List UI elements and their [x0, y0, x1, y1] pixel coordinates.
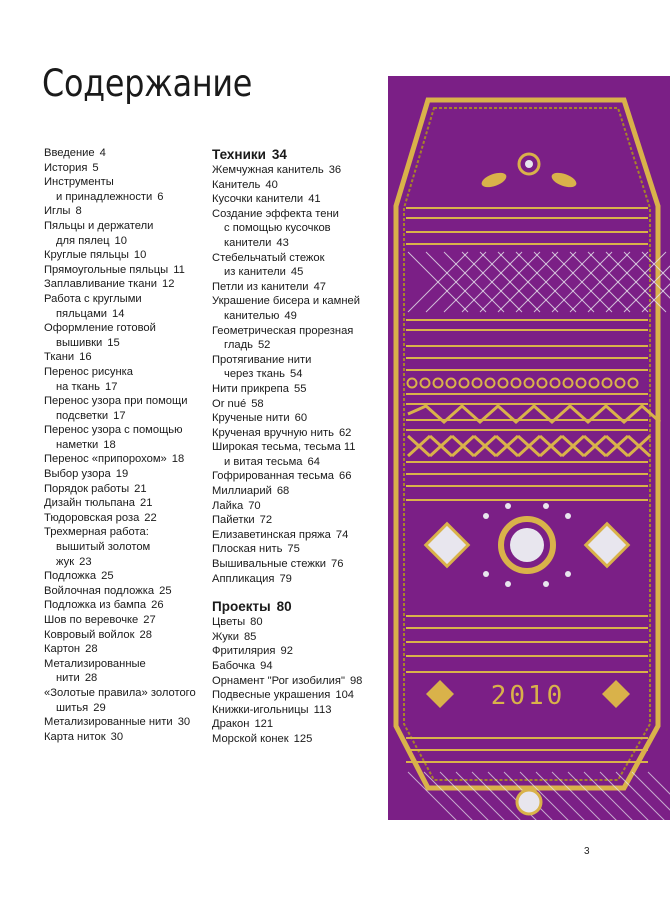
small-stone — [565, 571, 571, 577]
toc-entry-text: Трехмерная работа: — [44, 526, 149, 539]
toc-entry — [44, 204, 202, 219]
toc-entry-text: Елизаветинская пряжа 74 — [212, 528, 349, 541]
toc-entry-text: Ковровый войлок 28 — [44, 628, 152, 641]
toc-entry — [212, 557, 377, 572]
toc-entry — [44, 248, 202, 263]
toc-entry-text: Прямоугольные пяльцы 11 — [44, 263, 185, 276]
toc-page-number: 36 — [328, 164, 342, 176]
toc-page-number: 52 — [257, 339, 271, 352]
chain-link — [590, 379, 599, 388]
toc-page-number: 85 — [243, 630, 257, 643]
chain-link — [538, 379, 547, 388]
diamond-motif — [426, 680, 454, 708]
toc-entry-text: Лайка 70 — [212, 499, 261, 512]
toc-entry-text: для пялец — [56, 234, 110, 247]
leaf — [480, 170, 509, 190]
toc-page-number: 40 — [265, 178, 278, 191]
chain-link — [603, 379, 612, 388]
chain-link — [629, 379, 638, 388]
toc-entry — [212, 688, 377, 703]
toc-entry — [44, 263, 202, 278]
toc-entry-text: подсветки — [56, 409, 109, 422]
toc-entry — [212, 382, 377, 397]
silver-lattice — [624, 252, 670, 312]
small-stone — [505, 581, 511, 587]
toc-page-number: 58 — [251, 397, 264, 410]
toc-page-number: 41 — [308, 193, 321, 206]
diamond-motif — [602, 680, 630, 708]
toc-page-number: 43 — [276, 236, 289, 249]
toc-page-number: 4 — [99, 147, 106, 159]
toc-entry-text: Бабочка 94 — [212, 660, 273, 672]
toc-page-number: 49 — [284, 309, 297, 322]
toc-page-number: 98 — [349, 674, 363, 687]
toc-entry — [44, 292, 202, 321]
toc-entry — [212, 674, 377, 689]
toc-entry-text: Войлочная подложка 25 — [44, 584, 172, 597]
toc-entry-text: Шов по веревочке 27 — [44, 614, 156, 626]
toc-entry-text: Крученая вручную нить 62 — [212, 426, 352, 439]
toc-entry-text: вышивки — [56, 336, 103, 349]
toc-entry-text: канителью — [224, 309, 280, 322]
toc-page-number: 121 — [254, 718, 274, 731]
bottom-flower — [517, 790, 541, 814]
toc-entry — [212, 397, 377, 412]
chain-link — [551, 379, 560, 388]
toc-page-number: 80 — [250, 616, 263, 629]
toc-entry — [44, 161, 202, 176]
toc-entry-text: из канители — [224, 266, 286, 279]
toc-entry-text: Украшение бисера и камней — [212, 295, 360, 308]
toc-entry-text: Иглы 8 — [44, 205, 82, 218]
toc-entry-text: и принадлежности — [56, 190, 153, 203]
toc-page-number: 74 — [335, 528, 349, 541]
toc-entry-text: Порядок работы 21 — [44, 482, 147, 495]
toc-entry-text: Стебельчатый стежок — [212, 251, 325, 264]
toc-page-number: 66 — [339, 470, 352, 483]
chain-link — [499, 379, 508, 388]
chain-link — [447, 379, 456, 388]
toc-page-number: 64 — [307, 455, 320, 468]
chain-link — [577, 379, 586, 388]
toc-page-number: 19 — [115, 468, 129, 481]
toc-entry — [44, 686, 202, 715]
toc-page-number: 21 — [140, 497, 153, 510]
toc-page-number: 72 — [259, 514, 273, 527]
toc-page-number: 76 — [331, 558, 344, 571]
silver-lattice — [624, 252, 670, 312]
toc-page-number: 11 — [173, 263, 185, 276]
section-page-number: 34 — [271, 147, 287, 162]
toc-entry — [212, 644, 377, 659]
toc-entry-text: Широкая тесьма, тесьма 11 — [212, 441, 356, 454]
toc-entry-text: Цветы 80 — [212, 616, 263, 629]
chain-link — [460, 379, 469, 388]
toc-page-number: 22 — [144, 511, 157, 524]
toc-entry — [212, 163, 377, 178]
toc-entry-text: Геометрическая прорезная — [212, 324, 354, 337]
toc-entry-text: Подвесные украшения 104 — [212, 689, 355, 702]
toc-entry — [44, 350, 202, 365]
toc-entry — [44, 482, 202, 497]
toc-page-number: 68 — [276, 485, 290, 498]
toc-entry — [212, 280, 377, 295]
silver-lattice — [632, 772, 670, 820]
embroidered-bookmark-image — [388, 76, 670, 820]
toc-page-number: 47 — [313, 280, 327, 293]
toc-entry — [44, 511, 202, 526]
diamond-stone — [586, 524, 628, 566]
toc-entry-text: Создание эффекта тени — [212, 207, 339, 220]
toc-page-number: 18 — [171, 453, 185, 466]
toc-page-number: 8 — [75, 205, 82, 218]
toc-entry-text: пяльцами — [56, 307, 108, 320]
small-stone — [483, 513, 489, 519]
chain-link — [564, 379, 573, 388]
toc-page-number: 29 — [93, 701, 106, 714]
toc-entry-text: Морской конек 125 — [212, 732, 313, 745]
toc-entry-text: Вышивальные стежки 76 — [212, 558, 344, 571]
toc-page-number: 79 — [279, 572, 292, 585]
toc-entry — [212, 353, 377, 382]
toc-entry — [44, 730, 202, 745]
toc-entry — [44, 628, 202, 643]
toc-entry — [44, 496, 202, 511]
toc-entry — [44, 598, 202, 613]
section-heading-text: Техники — [212, 147, 266, 162]
toc-entry-text: Перенос рисунка — [44, 365, 134, 378]
toc-entry-text: Метализированные нити 30 — [44, 716, 191, 729]
toc-entry-text: Ткани 16 — [44, 351, 92, 364]
silver-lattice — [648, 772, 670, 820]
toc-page-number: 26 — [151, 599, 164, 612]
toc-page-number: 27 — [143, 614, 156, 626]
toc-entry-text: Миллиарий 68 — [212, 485, 290, 498]
toc-entry — [44, 525, 202, 569]
toc-page-number: 30 — [110, 730, 124, 743]
toc-entry — [44, 584, 202, 599]
toc-entry — [44, 146, 202, 161]
page-number: 3 — [584, 846, 590, 857]
toc-right-column — [212, 146, 377, 747]
toc-page-number: 92 — [280, 645, 293, 658]
toc-entry-text: Перенос «припорохом» 18 — [44, 453, 185, 466]
toc-entry-text: Канитель 40 — [212, 178, 278, 191]
toc-entry-text: нити — [56, 672, 80, 685]
small-stone — [543, 503, 549, 509]
toc-page-number: 60 — [294, 412, 308, 425]
page-title: Содержание — [42, 62, 253, 105]
leaf — [550, 170, 579, 190]
toc-page-number: 21 — [134, 482, 147, 495]
small-stone — [565, 513, 571, 519]
toc-entry-text: Метализированные — [44, 657, 146, 670]
section-heading — [212, 598, 377, 615]
toc-entry — [212, 411, 377, 426]
central-stone — [510, 528, 544, 562]
toc-entry-text: канители — [224, 236, 272, 249]
toc-entry — [212, 440, 377, 469]
toc-entry — [44, 715, 202, 730]
toc-entry-text: Подложка из бампа 26 — [44, 599, 164, 612]
toc-entry — [212, 732, 377, 747]
toc-page-number: 94 — [260, 660, 273, 672]
toc-entry-text: Книжки-игольницы 113 — [212, 703, 332, 716]
toc-entry — [212, 294, 377, 323]
chain-link — [421, 379, 430, 388]
toc-page-number: 18 — [103, 438, 116, 451]
toc-entry — [212, 499, 377, 514]
toc-entry — [212, 251, 377, 280]
embroidered-year: 2010 — [490, 681, 566, 711]
diamond-stone — [426, 524, 468, 566]
toc-entry — [212, 703, 377, 718]
toc-page-number: 17 — [105, 380, 118, 393]
section-heading — [212, 146, 377, 163]
toc-entry — [44, 365, 202, 394]
section-heading-text: Проекты — [212, 599, 271, 615]
toc-entry-text: Орнамент "Рог изобилия" 98 — [212, 674, 363, 687]
toc-entry — [212, 484, 377, 499]
toc-entry-text: Крученые нити 60 — [212, 412, 308, 425]
toc-entry — [212, 615, 377, 630]
toc-page-number: 6 — [157, 190, 164, 203]
toc-page-number: 55 — [293, 382, 307, 395]
toc-entry-text: и витая тесьма — [224, 455, 303, 468]
toc-entry — [212, 192, 377, 207]
toc-entry — [212, 528, 377, 543]
small-stone — [483, 571, 489, 577]
toc-page-number: 30 — [177, 716, 191, 729]
toc-entry-text: Круглые пяльцы 10 — [44, 249, 147, 262]
toc-page-number: 10 — [133, 249, 147, 262]
toc-entry-text: Плоская нить 75 — [212, 543, 300, 556]
toc-entry — [212, 513, 377, 528]
toc-page-number: 125 — [293, 732, 313, 745]
toc-entry-text: Оформление готовой — [44, 322, 156, 335]
toc-entry-text: гладь — [224, 339, 253, 352]
toc-entry — [44, 423, 202, 452]
toc-entry — [212, 207, 377, 251]
toc-page-number: 25 — [101, 570, 114, 583]
toc-entry-text: Пяльцы и держатели — [44, 219, 154, 232]
toc-entry-text: Жемчужная канитель 36 — [212, 164, 342, 176]
toc-entry — [44, 175, 202, 204]
toc-entry-text: Тюдоровская роза 22 — [44, 511, 157, 524]
toc-entry — [212, 630, 377, 645]
chain-link — [473, 379, 482, 388]
toc-entry — [44, 613, 202, 628]
section-page-number: 80 — [276, 599, 292, 615]
toc-page-number: 75 — [287, 543, 300, 556]
toc-entry-text: Подложка 25 — [44, 570, 114, 583]
toc-entry-text: Or nué 58 — [212, 397, 264, 410]
chain-link — [512, 379, 521, 388]
toc-entry — [44, 569, 202, 584]
toc-page-number: 70 — [248, 499, 261, 512]
toc-entry-text: Дракон 121 — [212, 718, 274, 731]
toc-entry-text: Кусочки канители 41 — [212, 193, 321, 206]
toc-entry-text: вышитый золотом — [56, 541, 151, 554]
toc-entry — [212, 659, 377, 674]
toc-left-column — [44, 146, 202, 744]
toc-page-number: 45 — [290, 266, 304, 279]
toc-entry — [212, 469, 377, 484]
toc-page-number: 28 — [85, 643, 98, 656]
gold-embroidery-photo — [388, 76, 670, 820]
toc-page-number: 14 — [112, 307, 125, 320]
toc-entry — [212, 542, 377, 557]
chain-link — [525, 379, 534, 388]
toc-entry — [44, 277, 202, 292]
toc-entry — [44, 657, 202, 686]
top-flower-stone — [525, 160, 533, 168]
toc-entry-text: с помощью кусочков — [224, 222, 331, 235]
chain-link — [408, 379, 417, 388]
toc-entry — [44, 321, 202, 350]
toc-page-number: 28 — [84, 672, 98, 685]
toc-page-number: 17 — [113, 409, 126, 422]
toc-entry — [44, 219, 202, 248]
small-stone — [505, 503, 511, 509]
toc-entry — [212, 426, 377, 441]
small-stone — [543, 581, 549, 587]
toc-page-number: 10 — [114, 234, 127, 247]
toc-entry-text: Гофрированная тесьма 66 — [212, 470, 352, 483]
toc-entry-text: на ткань — [56, 380, 101, 393]
toc-entry-text: Работа с круглыми — [44, 292, 142, 305]
toc-entry-text: Протягивание нити — [212, 353, 312, 366]
chain-link — [616, 379, 625, 388]
toc-entry — [44, 394, 202, 423]
toc-entry — [212, 324, 377, 353]
toc-entry-text: Петли из канители 47 — [212, 280, 327, 293]
toc-entry-text: Дизайн тюльпана 21 — [44, 497, 153, 510]
toc-entry — [212, 178, 377, 193]
chain-link — [434, 379, 443, 388]
toc-page-number: 62 — [338, 426, 352, 439]
toc-entry-text: Фритилярия 92 — [212, 645, 293, 658]
toc-entry-text: Картон 28 — [44, 643, 98, 656]
toc-page-number: 28 — [139, 628, 152, 641]
toc-entry-text: Выбор узора 19 — [44, 468, 129, 481]
toc-entry — [212, 717, 377, 732]
toc-page-number: 104 — [335, 689, 355, 702]
toc-page-number: 54 — [289, 368, 303, 381]
toc-page-number: 12 — [161, 278, 175, 291]
toc-entry-text: Инструменты — [44, 176, 114, 189]
toc-entry-text: Жуки 85 — [212, 630, 257, 643]
toc-entry-text: через ткань — [224, 368, 285, 381]
toc-entry-text: наметки — [56, 438, 99, 451]
toc-entry — [212, 572, 377, 587]
toc-page-number: 113 — [313, 703, 332, 716]
toc-page-number: 23 — [79, 555, 92, 568]
toc-entry — [44, 467, 202, 482]
toc-entry-text: История 5 — [44, 161, 99, 174]
toc-entry-text: Перенос узора при помощи — [44, 395, 188, 408]
toc-entry-text: «Золотые правила» золотого — [44, 686, 196, 699]
toc-entry — [44, 642, 202, 657]
toc-page-number: 16 — [79, 351, 92, 364]
toc-page-number: 15 — [107, 336, 120, 349]
chain-link — [486, 379, 495, 388]
toc-entry-text: Введение 4 — [44, 147, 106, 159]
toc-entry-text: Аппликация 79 — [212, 572, 292, 585]
toc-entry — [44, 452, 202, 467]
toc-entry-text: Заплавливание ткани 12 — [44, 278, 175, 291]
toc-entry-text: Карта ниток 30 — [44, 730, 124, 743]
toc-entry-text: жук — [56, 555, 75, 568]
toc-entry-text: Нити прикрепа 55 — [212, 382, 307, 395]
toc-page-number: 5 — [92, 161, 99, 174]
toc-page-number: 25 — [159, 584, 172, 597]
toc-entry-text: шитья — [56, 701, 89, 714]
toc-entry-text: Перенос узора с помощью — [44, 424, 183, 437]
toc-entry-text: Пайетки 72 — [212, 514, 273, 527]
